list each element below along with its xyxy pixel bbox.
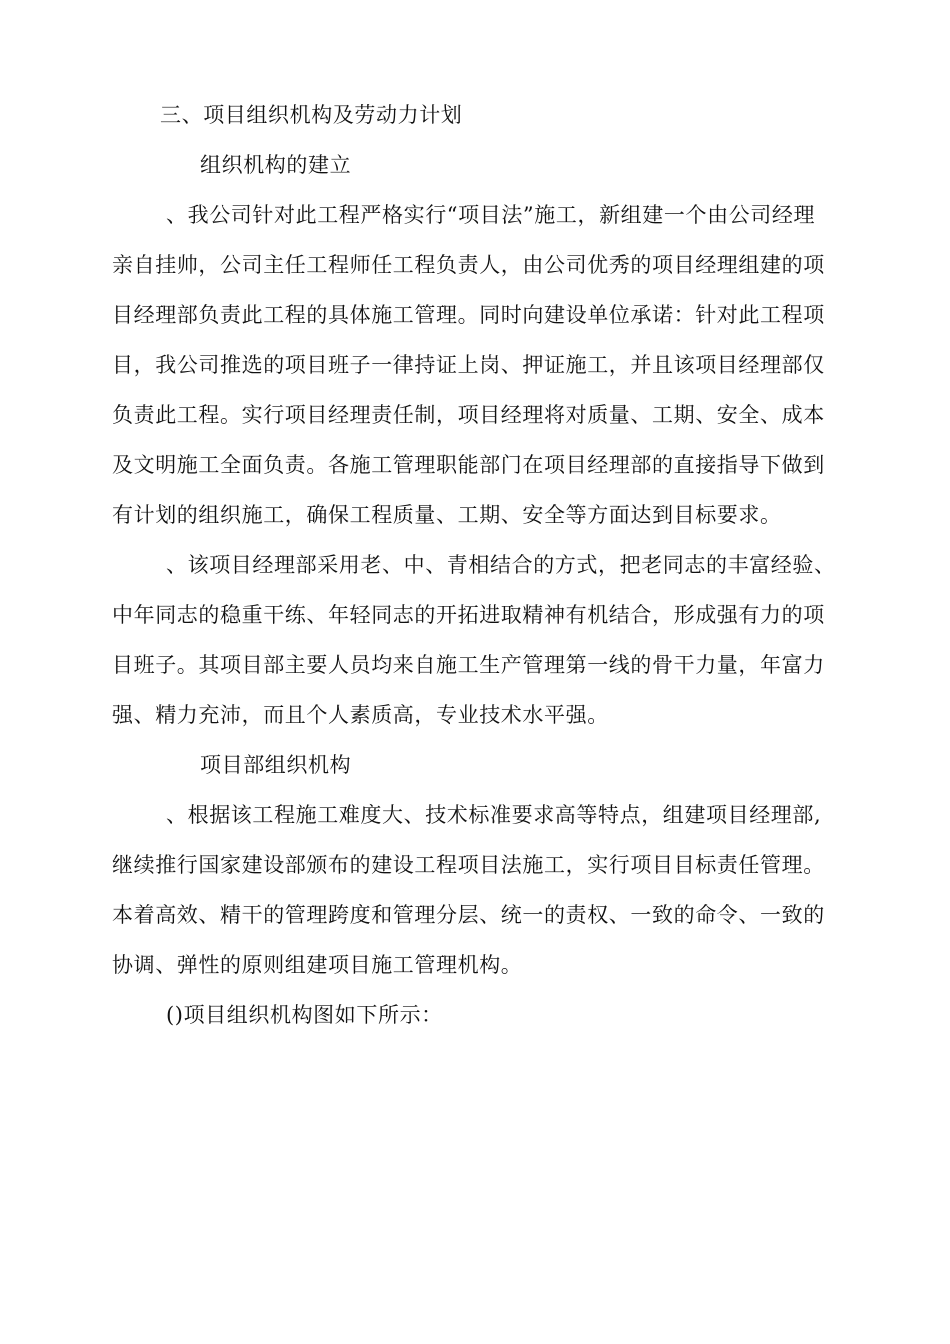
paragraph-line: 亲自挂帅，公司主任工程师任工程负责人，由公司优秀的项目经理组建的项 (112, 253, 825, 277)
section-title: 三、项目组织机构及劳动力计划 (160, 103, 463, 127)
subsection-title-project-department: 项目部组织机构 (200, 753, 352, 777)
paragraph-line: 、该项目经理部采用老、中、青相结合的方式，把老同志的丰富经验、 (166, 553, 836, 577)
paragraph-line: 及文明施工全面负责。各施工管理职能部门在项目经理部的直接指导下做到 (112, 453, 825, 477)
subsection-title-organization-setup: 组织机构的建立 (200, 153, 352, 177)
paragraph-line: 目经理部负责此工程的具体施工管理。同时向建设单位承诺：针对此工程项 (112, 303, 825, 327)
paragraph-line: 负责此工程。实行项目经理责任制，项目经理将对质量、工期、安全、成本 (112, 403, 825, 427)
paragraph-line: 中年同志的稳重干练、年轻同志的开拓进取精神有机结合，形成强有力的项 (112, 603, 825, 627)
paragraph-line: 目，我公司推选的项目班子一律持证上岗、押证施工，并且该项目经理部仅 (112, 353, 825, 377)
paragraph-line: 本着高效、精干的管理跨度和管理分层、统一的责权、一致的命令、一致的 (112, 903, 825, 927)
paragraph-line: 有计划的组织施工，确保工程质量、工期、安全等方面达到目标要求。 (112, 503, 782, 527)
figure-caption: ()项目组织机构图如下所示： (166, 1003, 443, 1027)
paragraph-line: 协调、弹性的原则组建项目施工管理机构。 (112, 953, 523, 977)
paragraph-line: 继续推行国家建设部颁布的建设工程项目法施工，实行项目目标责任管理。 (112, 853, 825, 877)
paragraph-line: 目班子。其项目部主要人员均来自施工生产管理第一线的骨干力量，年富力 (112, 653, 825, 677)
paragraph-line: 、我公司针对此工程严格实行“项目法”施工，新组建一个由公司经理 (166, 203, 816, 227)
paragraph-line: 强、精力充沛，而且个人素质高，专业技术水平强。 (112, 703, 609, 727)
paragraph-line: 、根据该工程施工难度大、技术标准要求高等特点，组建项目经理部, (166, 803, 822, 827)
